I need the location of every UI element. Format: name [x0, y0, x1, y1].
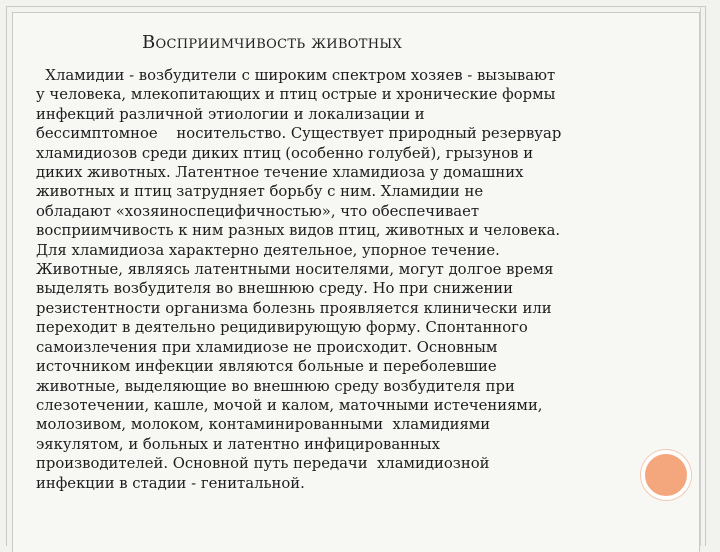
body-line: эякулятом, и больных и латентно инфицированных	[36, 435, 441, 453]
body-line: источником инфекции являются больные и переболевшие	[36, 358, 497, 376]
slide-side-rule	[700, 6, 708, 546]
body-line: инфекции в стадии - генитальной.	[36, 474, 305, 492]
body-line: переходит в деятельно рецидивирующую форму. Спонтанного	[36, 319, 528, 337]
body-line: диких животных. Латентное течение хламидиоза у домашних	[36, 164, 524, 182]
body-line: выделять возбудителя во внешнюю среду. Но при снижении	[36, 280, 514, 298]
body-line: хламидиозов среди диких птиц (особенно голубей), грызунов и	[36, 144, 534, 162]
body-line: восприимчивость к ним разных видов птиц, животных и человека.	[36, 222, 561, 240]
body-line: самоизлечения при хламидиозе не происходит. Основным	[36, 338, 498, 356]
slide-title: Восприимчивость животных	[142, 32, 403, 53]
body-line: бессимптомное носительство. Существует природный резервуар	[36, 125, 562, 143]
body-line: Животные, являясь латентными носителями, могут долгое время	[36, 261, 554, 279]
body-line: Хламидии - возбудители с широким спектром хозяев - вызывают	[36, 67, 556, 84]
body-line: Для хламидиоза характерно деятельное, упорное течение.	[36, 241, 500, 259]
body-line: слезотечении, кашле, мочой и калом, маточными истечениями,	[36, 396, 543, 414]
slide-body-text	[36, 66, 686, 493]
body-line: молозивом, молоком, контаминированными хламидиями	[36, 416, 491, 434]
decorative-circle	[641, 450, 691, 500]
body-line: у человека, млекопитающих и птиц острые и хронические формы	[36, 86, 556, 104]
body-line: животные, выделяющие во внешнюю среду возбудителя при	[36, 377, 515, 395]
body-line: инфекций различной этиологии и локализации и	[36, 105, 425, 123]
body-line: животных и птиц затрудняет борьбу с ним. Хламидии не	[36, 183, 484, 201]
body-line: производителей. Основной путь передачи хламидиозной	[36, 455, 490, 473]
body-line: резистентности организма болезнь проявляется клинически или	[36, 299, 552, 317]
body-line: обладают «хозяиноспецифичностью», что обеспечивает	[36, 202, 480, 220]
